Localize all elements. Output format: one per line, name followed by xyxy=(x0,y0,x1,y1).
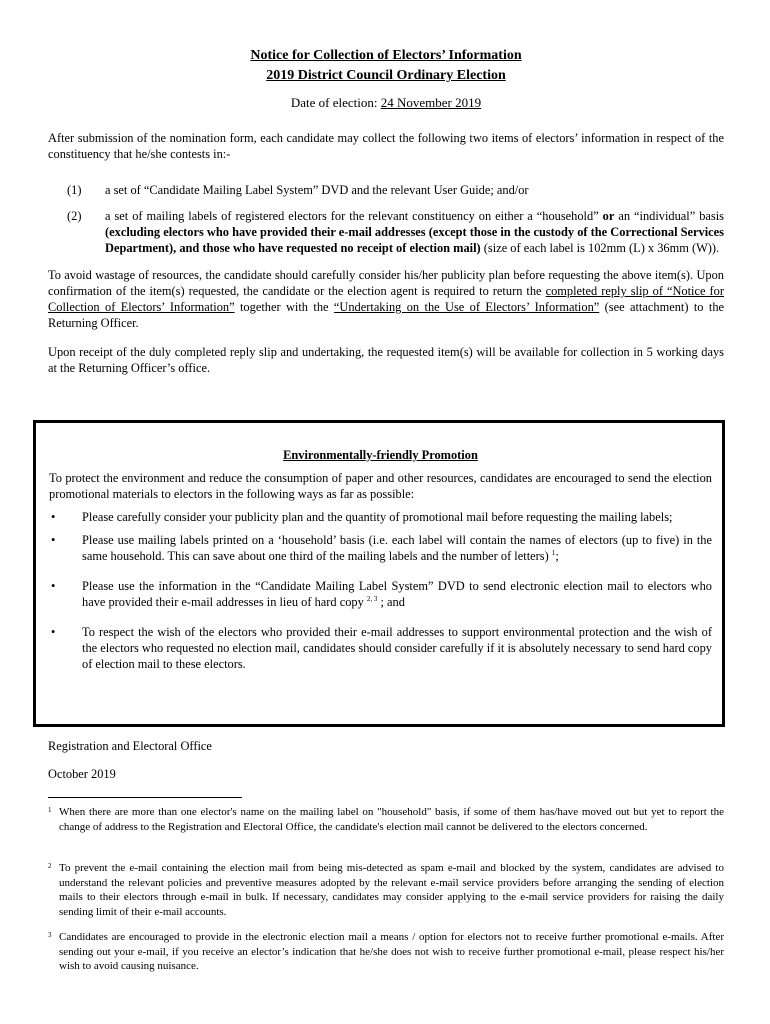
office-name: Registration and Electoral Office xyxy=(48,739,212,753)
item-text xyxy=(105,208,724,256)
signature-block xyxy=(48,738,212,782)
election-date xyxy=(48,94,724,112)
bullet-text-part: ; xyxy=(555,549,559,563)
bullet-text: Please carefully consider your publicity plan and the quantity of promotional mail before requesting the mailing labels; xyxy=(82,510,673,524)
footnote-number: 1 xyxy=(48,806,52,814)
election-title: 2019 District Council Ordinary Election xyxy=(266,68,506,83)
footnote-divider xyxy=(48,797,242,798)
bullet-text xyxy=(82,532,712,564)
issue-date: October 2019 xyxy=(48,767,116,781)
paragraph-text: together with the xyxy=(234,300,334,314)
list-item-1 xyxy=(48,182,724,198)
item-text-or: or xyxy=(602,209,615,223)
bullet-icon: • xyxy=(51,625,56,639)
bullet-text xyxy=(82,578,712,610)
date-label: Date of election: xyxy=(290,95,381,110)
footnote-text: To prevent the e-mail containing the election mail from being mis-detected as spam e-mail and blocked by the system, candidates are advised to understand the relevant policies and preventive measures adopted by the relevant e-mail service providers before arranging the sending of election mails to their electors through e-mail in bulk. If necessary, candidates may consider applying to the e-mail service providers for raising the daily sending limit of their e-mail accounts. xyxy=(59,862,724,918)
list-item-2 xyxy=(48,208,724,256)
footnote-ref: 1 xyxy=(551,549,556,557)
footnote-2 xyxy=(48,861,724,919)
bullet-text-part: Please use the information in the “Candidate Mailing Label System” DVD to send electronic election mail to electors who have provided their e-mail addresses in lieu of hard copy xyxy=(82,579,712,609)
item-text-part: a set of mailing labels of registered electors for the relevant constituency on either a “household” xyxy=(105,209,603,223)
date-value: 24 November 2019 xyxy=(380,95,482,110)
footnote-number: 3 xyxy=(48,931,52,939)
notice-page xyxy=(48,46,724,376)
bullet-icon: • xyxy=(51,533,56,547)
bullet-item xyxy=(49,509,712,525)
footnote-number: 2 xyxy=(48,862,52,870)
item-text-bold: (excluding electors who have provided their e-mail addresses (except those in the custody of the Correctional Services Department), and those who have requested no receipt of election mail) xyxy=(105,225,724,255)
footnote-3 xyxy=(48,930,724,974)
receipt-paragraph: Upon receipt of the duly completed reply slip and undertaking, the requested item(s) will be available for collection in 5 working days at the Returning Officer’s office. xyxy=(48,345,724,375)
bullet-item xyxy=(49,532,712,564)
bullet-item xyxy=(49,578,712,610)
footnote-text: Candidates are encouraged to provide in the electronic election mail a means / option for electors not to receive further promotional e-mails. After sending out your e-mail, if you receive an elector’s indication that he/she does not wish to receive further promotional e-mail, please respect his/her wish to avoid causing nuisance. xyxy=(59,931,724,972)
bullet-text-part: ; and xyxy=(377,595,405,609)
item-text-part: (size of each label is 102mm (L) x 36mm (W)). xyxy=(480,241,720,255)
promotion-box xyxy=(33,420,725,727)
footnote-1 xyxy=(48,805,724,834)
footnote-ref: 2, 3 xyxy=(366,595,378,603)
bullet-icon: • xyxy=(51,510,56,524)
item-number: (2) xyxy=(67,209,82,223)
paragraph-text: To avoid wastage of resources, the candidate should carefully consider his/her publicity plan before requesting the above item(s). Upon confirmation of the item(s) requested, the candidate or the election agent is required to return the xyxy=(48,268,724,298)
undertaking-link[interactable]: “Undertaking on the Use of Electors’ Information” xyxy=(333,300,600,314)
bullet-item xyxy=(49,624,712,672)
notice-title: Notice for Collection of Electors’ Information xyxy=(250,48,522,63)
reply-slip-link[interactable]: completed reply slip of “Notice for Collection of Electors’ Information” xyxy=(48,284,724,314)
promotion-intro: To protect the environment and reduce the consumption of paper and other resources, candidates are encouraged to send the election promotional materials to electors in the following ways as far as possible: xyxy=(49,471,712,501)
item-text: a set of “Candidate Mailing Label System” DVD and the relevant User Guide; and/or xyxy=(105,183,529,197)
item-text-part: an “individual” basis xyxy=(614,209,724,223)
paragraph-text: (see attachment) to the Returning Officer. xyxy=(48,300,725,330)
footnote-text: When there are more than one elector's name on the mailing label on "household" basis, if some of them has/have moved out but yet to report the change of address to the Registration and Electoral Office, the candidate's election mail cannot be delivered to the electors concerned. xyxy=(59,806,724,833)
wastage-paragraph xyxy=(48,267,724,331)
item-number: (1) xyxy=(67,183,82,197)
bullet-text-part: Please use mailing labels printed on a ‘household’ basis (i.e. each label will contain the names of electors (up to five) in the same household. This can save about one third of the mailing labels and the number of letters) xyxy=(82,533,712,563)
bullet-icon: • xyxy=(51,579,56,593)
intro-paragraph: After submission of the nomination form, each candidate may collect the following two items of electors’ information in respect of the constituency that he/she contests in:- xyxy=(48,131,724,161)
bullet-text: To respect the wish of the electors who provided their e-mail addresses to support environmental protection and the wish of the electors who requested no election mail, candidates should consider carefully if it is absolutely necessary to send hard copy of election mail to these electors. xyxy=(82,625,712,671)
promotion-title: Environmentally-friendly Promotion xyxy=(283,448,478,462)
